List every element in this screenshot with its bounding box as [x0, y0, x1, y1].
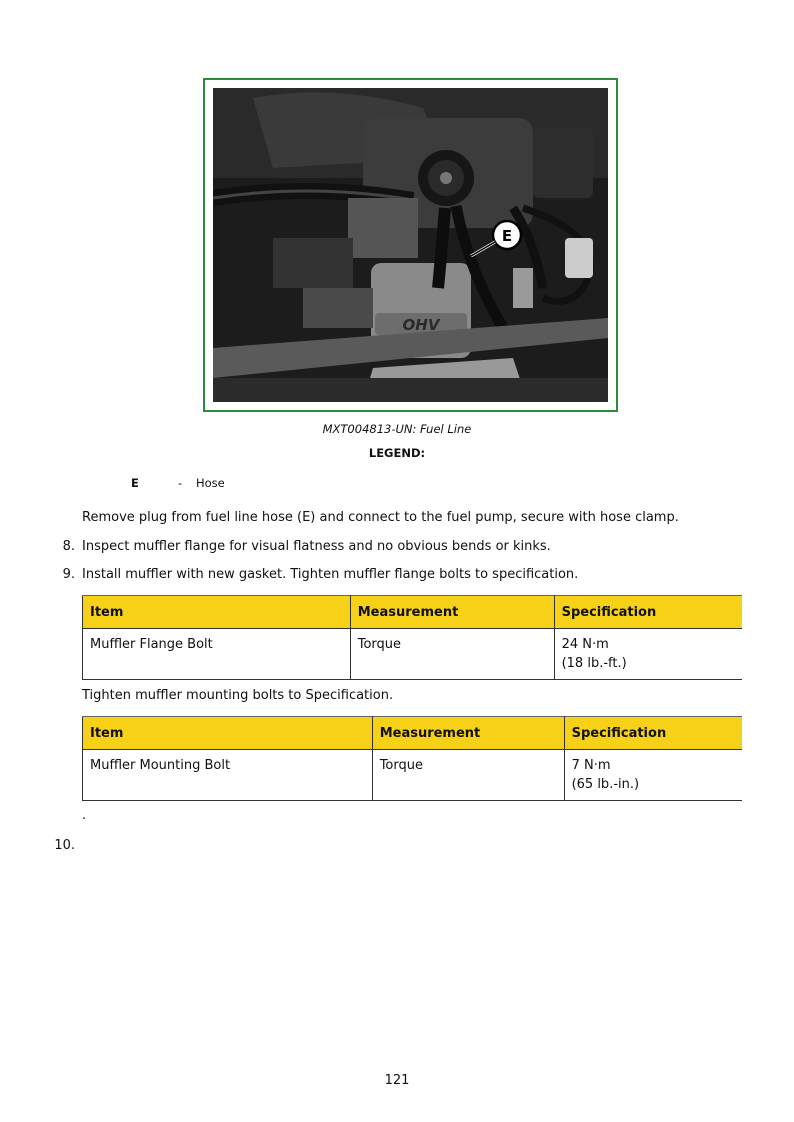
header-item: Item [83, 717, 373, 750]
table-row [83, 750, 743, 801]
header-specification: Specification [564, 717, 742, 750]
table-header-row [83, 596, 743, 629]
figure-caption: MXT004813-UN: Fuel Line [322, 422, 472, 436]
spec-imperial: (65 lb.-in.) [571, 777, 640, 792]
cell-item: Muffler Flange Bolt [83, 629, 351, 680]
intro-paragraph: Remove plug from fuel line hose (E) and connect to the fuel pump, secure with hose clamp. [82, 510, 679, 525]
legend-dash: - [178, 476, 183, 490]
spec-metric: 7 N·m [571, 758, 611, 773]
step-9-number: 9. [62, 567, 75, 582]
cell-specification [564, 750, 742, 801]
legend-key: E [131, 476, 139, 490]
spec-imperial: (18 lb.-ft.) [561, 656, 627, 671]
figure-frame [203, 78, 618, 412]
mounting-bolt-paragraph: Tighten muffler mounting bolts to Specification. [82, 688, 394, 703]
engine-photo [213, 88, 608, 402]
cell-specification [554, 629, 742, 680]
cell-measurement: Torque [350, 629, 554, 680]
step-10-number: 10. [54, 838, 75, 853]
page-number: 121 [384, 1073, 410, 1088]
table-header-row [83, 717, 743, 750]
stray-dot: . [82, 808, 87, 823]
step-8-text: Inspect muffler flange for visual flatness and no obvious bends or kinks. [82, 539, 551, 554]
spec-metric: 24 N·m [561, 637, 609, 652]
legend-title: LEGEND: [368, 446, 426, 460]
ohv-label: OHV [402, 316, 440, 334]
step-9-text: Install muffler with new gasket. Tighten muffler flange bolts to specification. [82, 567, 579, 582]
cell-measurement: Torque [372, 750, 564, 801]
mounting-bolt-spec-table [82, 716, 742, 801]
header-specification: Specification [554, 596, 742, 629]
header-measurement: Measurement [350, 596, 554, 629]
legend-value: Hose [196, 476, 225, 490]
flange-bolt-spec-table [82, 595, 742, 680]
header-item: Item [83, 596, 351, 629]
cell-item: Muffler Mounting Bolt [83, 750, 373, 801]
header-measurement: Measurement [372, 717, 564, 750]
callout-letter: E [501, 227, 513, 245]
table-row [83, 629, 743, 680]
engine-illustration [213, 88, 608, 402]
step-8-number: 8. [62, 539, 75, 554]
